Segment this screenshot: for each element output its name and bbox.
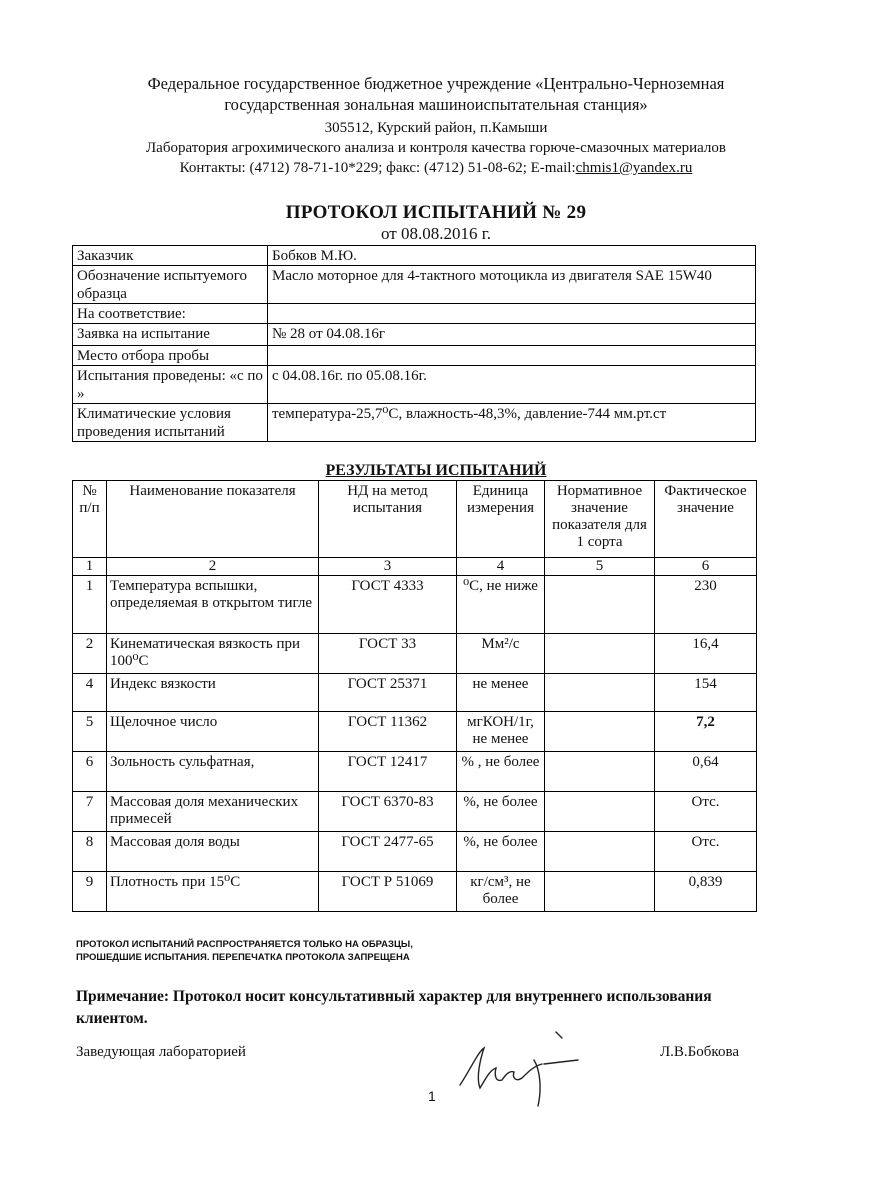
result-name: Плотность при 15⁰С xyxy=(107,872,319,912)
result-norm xyxy=(545,832,655,872)
result-name: Индекс вязкости xyxy=(107,674,319,712)
header-norm: Нормативное значение показателя для 1 сорта xyxy=(545,481,655,558)
signatory-position: Заведующая лабораторией xyxy=(76,1044,246,1060)
result-row xyxy=(73,872,757,912)
result-norm xyxy=(545,872,655,912)
lab-name: Лаборатория агрохимического анализа и контроля качества горюче-смазочных материалов xyxy=(146,140,726,156)
email-link[interactable]: chmis1@yandex.ru xyxy=(575,160,693,176)
result-value: 230 xyxy=(655,576,757,634)
result-value: 7,2 xyxy=(655,712,757,752)
result-row xyxy=(73,712,757,752)
info-key: Обозначение испытуемого образца xyxy=(73,266,268,304)
result-num: 5 xyxy=(73,712,107,752)
info-key: Климатические условия проведения испытаний xyxy=(73,404,268,442)
result-name: Кинематическая вязкость при 100⁰С xyxy=(107,634,319,674)
col-number: 1 xyxy=(73,558,107,576)
info-row xyxy=(73,324,756,346)
result-num: 4 xyxy=(73,674,107,712)
result-unit: ⁰С, не ниже xyxy=(457,576,545,634)
info-key: На соответствие: xyxy=(73,304,268,324)
result-method: ГОСТ 25371 xyxy=(319,674,457,712)
result-value: 154 xyxy=(655,674,757,712)
result-num: 1 xyxy=(73,576,107,634)
result-unit: % , не более xyxy=(457,752,545,792)
protocol-date: от 08.08.2016 г. xyxy=(380,224,491,243)
result-method: ГОСТ 11362 xyxy=(319,712,457,752)
header-method: НД на метод испытания xyxy=(319,481,457,558)
result-method: ГОСТ Р 51069 xyxy=(319,872,457,912)
disclaimer-line2: ПРОШЕДШИЕ ИСПЫТАНИЯ. ПЕРЕПЕЧАТКА ПРОТОКОЛА ЗАПРЕЩЕНА xyxy=(76,952,410,963)
result-value: Отс. xyxy=(655,792,757,832)
contacts xyxy=(0,158,872,178)
result-value: Отс. xyxy=(655,832,757,872)
result-method: ГОСТ 33 xyxy=(319,634,457,674)
info-value xyxy=(268,346,756,366)
org-address: 305512, Курский район, п.Камыши xyxy=(324,120,548,136)
info-row xyxy=(73,266,756,304)
org-name-line2: государственная зональная машиноиспытательная станция» xyxy=(224,95,648,114)
result-row xyxy=(73,576,757,634)
info-row xyxy=(73,246,756,266)
result-unit: не менее xyxy=(457,674,545,712)
result-value: 16,4 xyxy=(655,634,757,674)
result-method: ГОСТ 4333 xyxy=(319,576,457,634)
result-row xyxy=(73,634,757,674)
results-header-row xyxy=(73,481,757,558)
result-num: 6 xyxy=(73,752,107,792)
signatory-name: Л.В.Бобкова xyxy=(660,1044,739,1060)
result-value: 0,839 xyxy=(655,872,757,912)
result-num: 7 xyxy=(73,792,107,832)
result-norm xyxy=(545,792,655,832)
result-norm xyxy=(545,576,655,634)
result-num: 9 xyxy=(73,872,107,912)
result-method: ГОСТ 6370-83 xyxy=(319,792,457,832)
contacts-text: Контакты: (4712) 78-71-10*229; факс: (4712) 51-08-62; E-mail: xyxy=(179,160,576,176)
disclaimer xyxy=(76,938,413,964)
info-row xyxy=(73,366,756,404)
disclaimer-line1: ПРОТОКОЛ ИСПЫТАНИЙ РАСПРОСТРАНЯЕТСЯ ТОЛЬКО НА ОБРАЗЦЫ, xyxy=(76,939,413,950)
result-name: Щелочное число xyxy=(107,712,319,752)
info-value: № 28 от 04.08.16г xyxy=(268,324,756,346)
col-number: 5 xyxy=(545,558,655,576)
result-name: Массовая доля воды xyxy=(107,832,319,872)
result-unit: %, не более xyxy=(457,792,545,832)
result-value: 0,64 xyxy=(655,752,757,792)
info-row xyxy=(73,346,756,366)
header-value: Фактическое значение xyxy=(655,481,757,558)
result-norm xyxy=(545,752,655,792)
result-unit: Мм²/с xyxy=(457,634,545,674)
info-value xyxy=(268,304,756,324)
org-name-line1: Федеральное государственное бюджетное учреждение «Центрально-Черноземная xyxy=(147,74,725,93)
info-row xyxy=(73,304,756,324)
result-num: 2 xyxy=(73,634,107,674)
result-name: Массовая доля механических примесей xyxy=(107,792,319,832)
info-key: Испытания проведены: «с по » xyxy=(73,366,268,404)
col-number: 3 xyxy=(319,558,457,576)
header-unit: Единица измерения xyxy=(457,481,545,558)
header-name: Наименование показателя xyxy=(107,481,319,558)
result-norm xyxy=(545,634,655,674)
protocol-title: ПРОТОКОЛ ИСПЫТАНИЙ № 29 xyxy=(285,202,587,223)
info-value: температура-25,7⁰С, влажность-48,3%, давление-744 мм.рт.ст xyxy=(268,404,756,442)
note: Примечание: Протокол носит консультативный характер для внутреннего использования клиентом. xyxy=(76,988,712,1027)
info-value: с 04.08.16г. по 05.08.16г. xyxy=(268,366,756,404)
results-title: РЕЗУЛЬТАТЫ ИСПЫТАНИЙ xyxy=(325,462,547,479)
col-number: 4 xyxy=(457,558,545,576)
result-unit: кг/см³, не более xyxy=(457,872,545,912)
result-name: Зольность сульфатная, xyxy=(107,752,319,792)
col-number: 2 xyxy=(107,558,319,576)
info-key: Заявка на испытание xyxy=(73,324,268,346)
result-name: Температура вспышки, определяемая в открытом тигле xyxy=(107,576,319,634)
result-row xyxy=(73,674,757,712)
page-number: 1 xyxy=(428,1088,436,1104)
info-row xyxy=(73,404,756,442)
header-num: № п/п xyxy=(73,481,107,558)
result-row xyxy=(73,752,757,792)
result-norm xyxy=(545,712,655,752)
sample-info-table xyxy=(72,245,756,442)
results-table xyxy=(72,480,757,912)
info-key: Место отбора пробы xyxy=(73,346,268,366)
result-unit: мгКОН/1г, не менее xyxy=(457,712,545,752)
result-method: ГОСТ 12417 xyxy=(319,752,457,792)
info-value: Бобков М.Ю. xyxy=(268,246,756,266)
result-row xyxy=(73,832,757,872)
info-key: Заказчик xyxy=(73,246,268,266)
handwritten-signature xyxy=(450,1030,580,1110)
result-row xyxy=(73,792,757,832)
result-unit: %, не более xyxy=(457,832,545,872)
result-method: ГОСТ 2477-65 xyxy=(319,832,457,872)
col-number: 6 xyxy=(655,558,757,576)
result-num: 8 xyxy=(73,832,107,872)
info-value: Масло моторное для 4-тактного мотоцикла из двигателя SAE 15W40 xyxy=(268,266,756,304)
result-norm xyxy=(545,674,655,712)
column-number-row xyxy=(73,558,757,576)
